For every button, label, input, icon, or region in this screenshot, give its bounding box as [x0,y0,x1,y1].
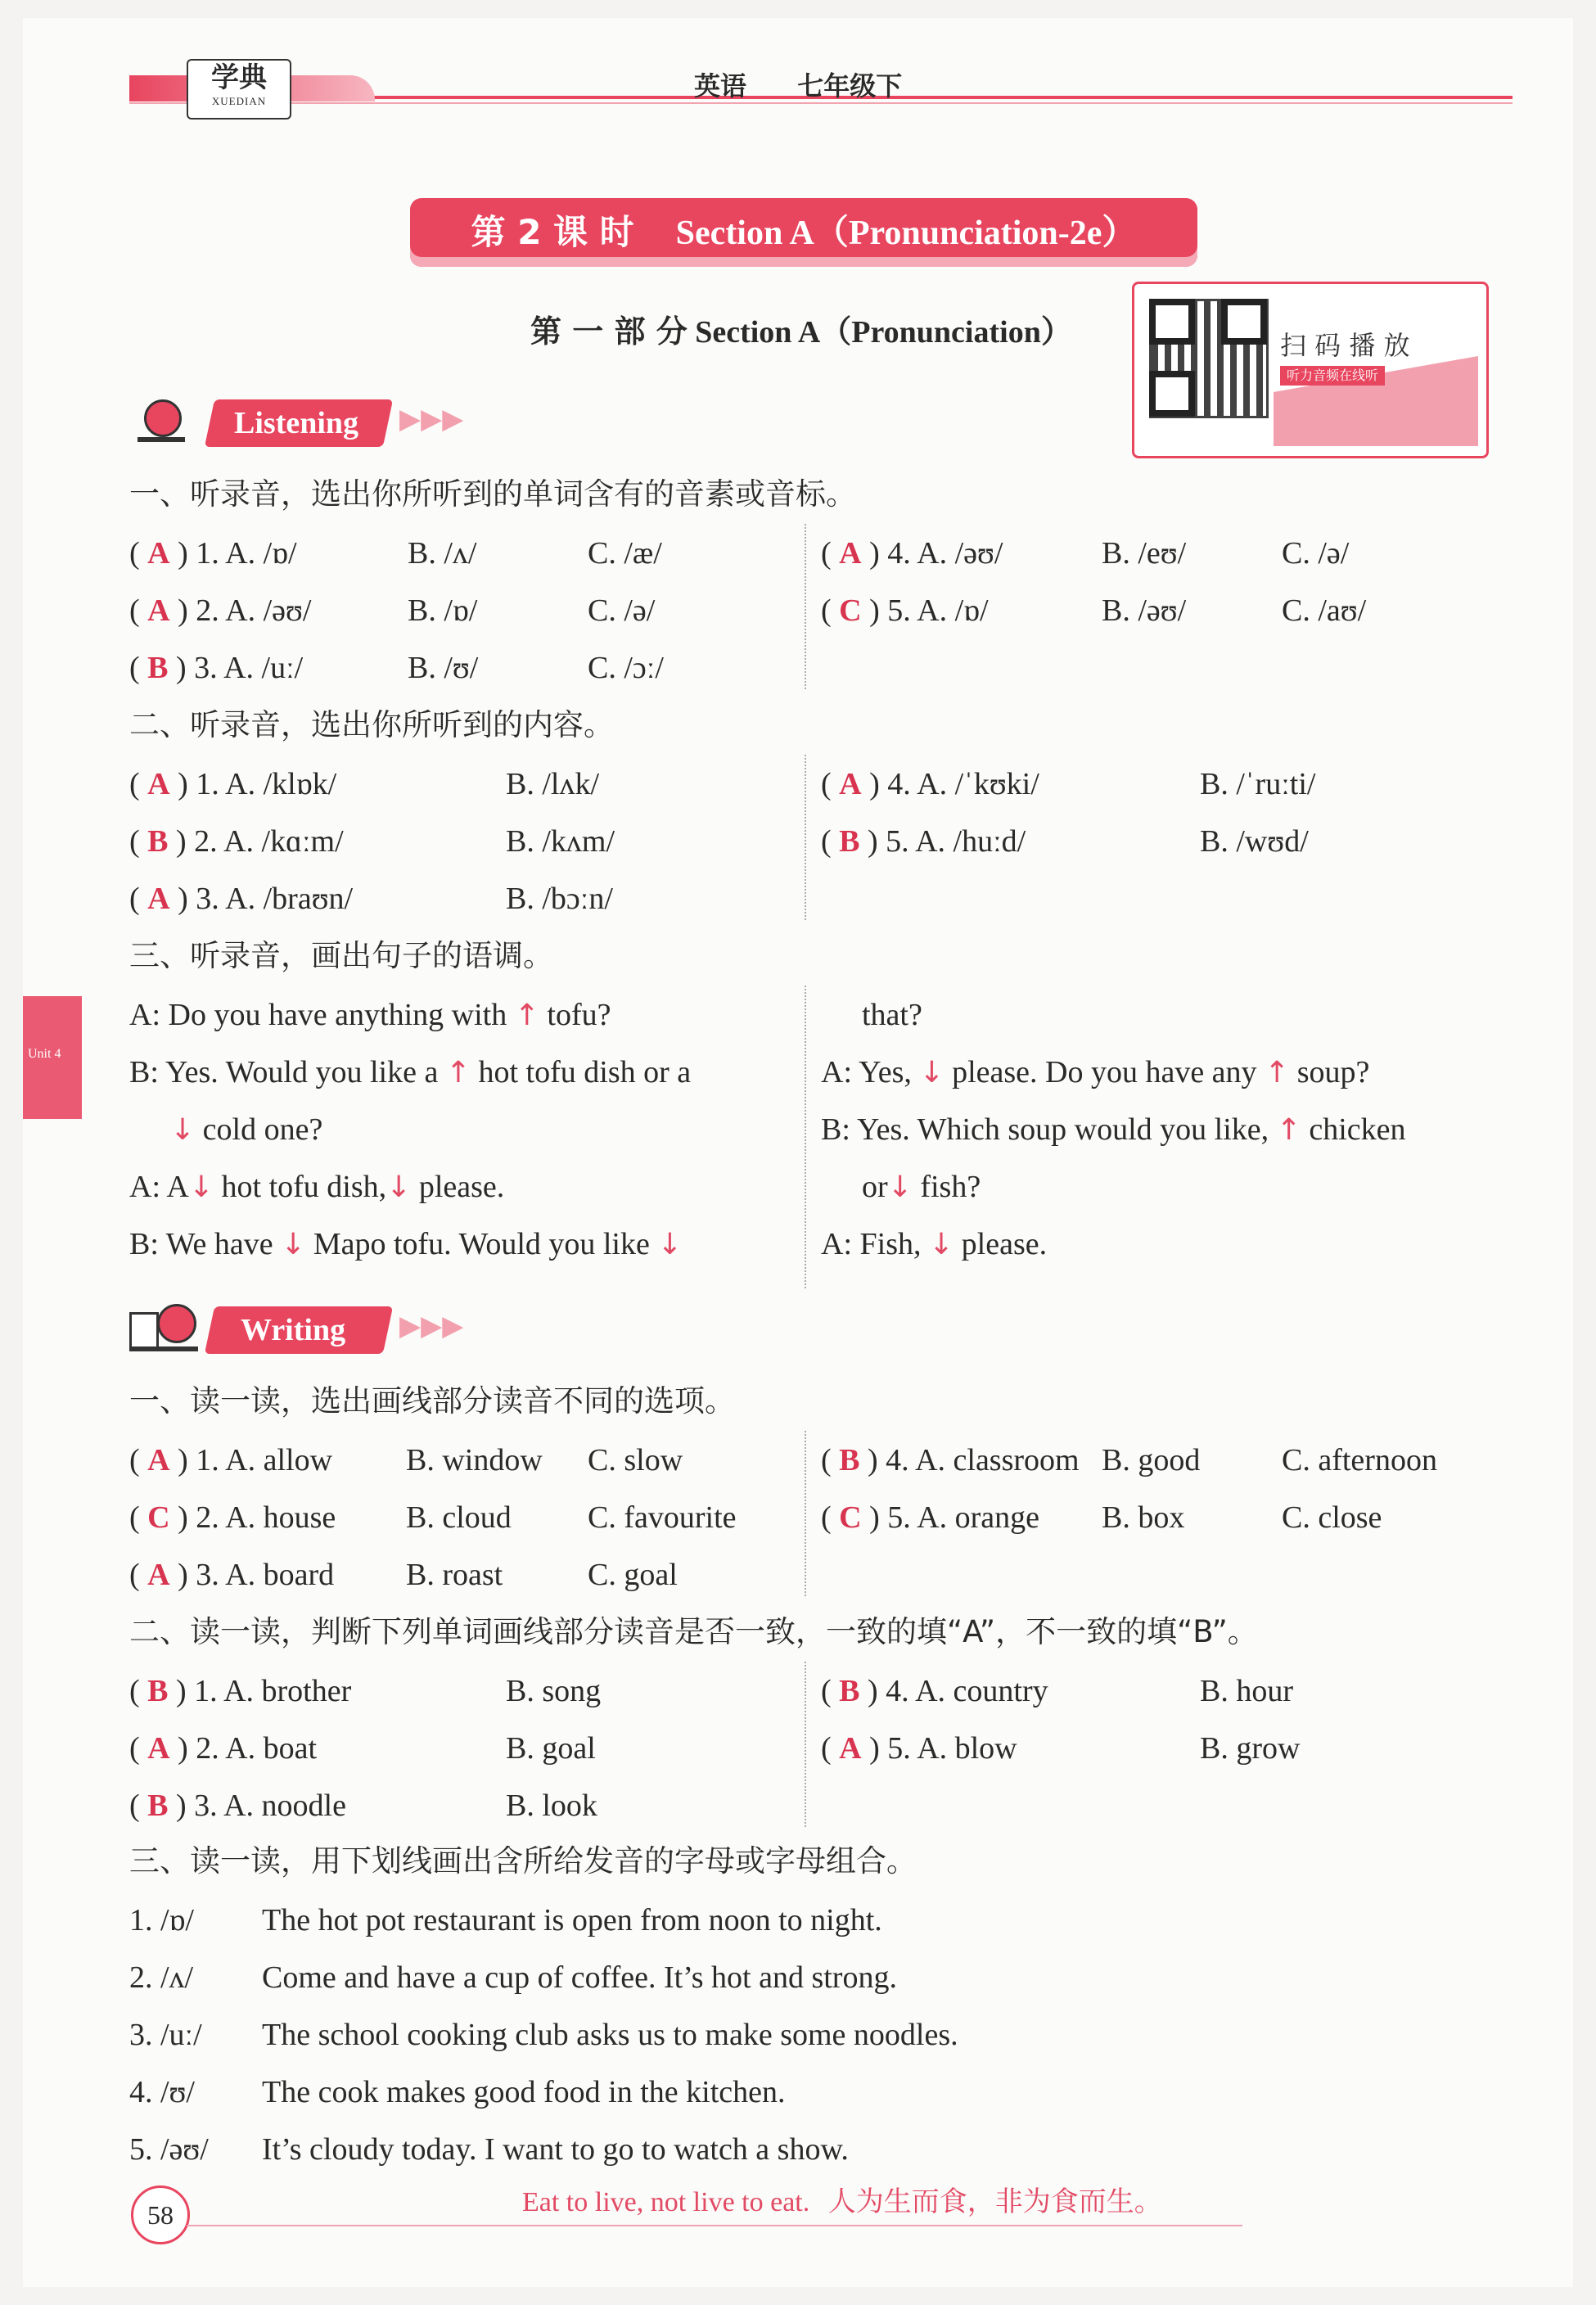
ls3-r2: A: Yes, ↓ please. Do you have any ↑ soup? [821,1055,1370,1089]
ls1-c3: C. /ɔː/ [588,651,664,685]
ws3-n4: 4. /ʊ/ [129,2075,195,2109]
ls1-b2: B. /ɒ/ [408,593,478,628]
ls2-row3: ( A ) 3. A. /braʊn/ [129,882,354,916]
ws1-c3: C. goal [588,1558,678,1592]
ws3-n3: 3. /uː/ [129,2018,202,2052]
ws1-ans-3: A [147,1558,170,1592]
subject-text: 英语 [694,70,747,101]
listening-s2-title: 二、听录音，选出你所听到的内容。 [129,707,614,742]
ls1-c1: C. /æ/ [588,536,662,571]
ls2-row2: ( B ) 2. A. /kɑːm/ [129,824,344,859]
ws1-row4: ( B ) 4. A. classroom [821,1443,1080,1477]
arrow-down-icon: ↓ [188,1171,214,1204]
qr-panel [1132,282,1489,458]
ws2-row1: ( B ) 1. A. brother [129,1674,352,1708]
ls1-ans-4: A [839,536,862,571]
arrow-up-icon: ↑ [514,999,539,1032]
lesson-title-banner [410,198,1197,267]
ls3-l5: B: We have ↓ Mapo tofu. Would you like ↓ [129,1227,683,1261]
ws2-b3: B. look [506,1789,597,1823]
ws2-row2: ( A ) 2. A. boat [129,1731,318,1766]
writing-icon [129,1299,198,1353]
ws3-s1: The hot pot restaurant is open from noon to night. [262,1903,882,1937]
ws3-s5: It’s cloudy today. I want to go to watch a show. [262,2132,849,2167]
writing-s1-title: 一、读一读，选出画线部分读音不同的选项。 [129,1383,735,1419]
listening-s3-title: 三、听录音，画出句子的语调。 [129,938,553,973]
ls1-row2: ( A ) 2. A. /əʊ/ [129,593,312,628]
ls2-ans-2: B [147,824,169,859]
ls1-c2: C. /ə/ [588,593,656,628]
ls3-l3: ↓ cold one? [170,1112,323,1147]
ls3-l1: A: Do you have anything with ↑ tofu? [129,998,611,1032]
ls2-b3: B. /bɔːn/ [506,882,613,916]
ls1-b1: B. /ʌ/ [408,536,477,571]
arrow-down-icon: ↓ [281,1228,306,1261]
ws2-b5: B. grow [1200,1731,1301,1766]
ws3-s2: Come and have a cup of coffee. It’s hot and strong. [262,1960,897,1995]
ls2-row4: ( A ) 4. A. /ˈkʊki/ [821,767,1039,801]
ws1-ans-4: B [839,1443,860,1477]
ws1-row5: ( C ) 5. A. orange [821,1500,1040,1535]
part-title [530,306,1072,351]
ws3-n5: 5. /əʊ/ [129,2132,209,2167]
ws2-row5: ( A ) 5. A. blow [821,1731,1017,1766]
ws2-ans-1: B [147,1674,169,1708]
footer-motto [522,2179,1162,2219]
logo-en: XUEDIAN [211,95,267,107]
grade-text: 七年级下 [797,70,903,101]
ws1-ans-2: C [147,1500,170,1535]
ws2-ans-3: B [147,1789,169,1823]
writing-s2-title: 二、读一读，判断下列单词画线部分读音是否一致，一致的填“A”，不一致的填“B”。 [129,1614,1258,1649]
ws1-b2: B. cloud [406,1500,512,1535]
ws2-ans-5: A [839,1731,862,1766]
ws2-b1: B. song [506,1674,602,1708]
divider [805,986,806,1288]
ws2-b2: B. goal [506,1731,596,1766]
ls1-c5: C. /aʊ/ [1282,593,1367,628]
ws1-ans-5: C [839,1500,862,1535]
logo-cn: 学典 [211,61,267,94]
ls2-ans-4: A [839,767,862,801]
ls1-ans-3: B [147,651,169,685]
ws1-row3: ( A ) 3. A. board [129,1558,335,1592]
ws3-n2: 2. /ʌ/ [129,1960,194,1995]
ls1-ans-2: A [147,593,170,628]
divider [805,1431,806,1596]
ls2-b5: B. /wʊd/ [1200,824,1309,859]
qr-label: 扫 码 播 放 [1280,330,1410,361]
ws1-ans-1: A [147,1443,170,1477]
ls1-c4: C. /ə/ [1282,536,1350,571]
ws1-row1: ( A ) 1. A. allow [129,1443,333,1477]
ls2-ans-5: B [839,824,860,859]
qr-sub: 听力音频在线听 [1280,366,1385,386]
arrow-up-icon: ↑ [445,1056,471,1089]
ws1-c1: C. slow [588,1443,683,1477]
ws1-b4: B. good [1102,1443,1201,1477]
logo [187,59,291,120]
workbook-page [23,18,1573,2287]
divider [805,524,806,689]
arrow-down-icon: ↓ [887,1171,913,1204]
writing-chevrons: ▶▶▶ [399,1310,464,1342]
ls1-b4: B. /eʊ/ [1102,536,1187,571]
page-number: 58 [147,2200,174,2230]
arrow-down-icon: ↓ [386,1171,412,1204]
ls1-b5: B. /əʊ/ [1102,593,1187,628]
ws1-b5: B. box [1102,1500,1185,1535]
part-title-en: Section A（Pronunciation） [695,315,1072,350]
motto-cn: 人为生而食，非为食而生。 [827,2185,1162,2218]
ws1-c5: C. close [1282,1500,1382,1535]
ls3-r1: that? [862,998,922,1032]
ls2-b2: B. /kʌm/ [506,824,615,859]
ws2-row3: ( B ) 3. A. noodle [129,1789,346,1823]
ls2-ans-1: A [147,767,170,801]
motto-en: Eat to live, not live to eat. [522,2187,810,2217]
ws1-b1: B. window [406,1443,543,1477]
ls3-r5: A: Fish, ↓ please. [821,1227,1048,1261]
ls2-ans-3: A [147,882,170,916]
arrow-up-icon: ↑ [1276,1113,1301,1147]
ls1-b3: B. /ʊ/ [408,651,479,685]
header-subject [694,65,902,103]
ls3-l4: A: A↓ hot tofu dish,↓ please. [129,1170,505,1204]
ls1-ans-5: C [839,593,862,628]
listening-icon [129,396,188,449]
ls3-r4: or↓ fish? [862,1170,981,1204]
ls1-ans-1: A [147,536,170,571]
divider [805,1662,806,1827]
divider [805,755,806,920]
listening-chevrons: ▶▶▶ [399,403,464,435]
ls1-row5: ( C ) 5. A. /ɒ/ [821,593,989,628]
footer-line [187,2225,1242,2226]
listening-s1-title: 一、听录音，选出你所听到的单词含有的音素或音标。 [129,476,856,512]
part-title-cn: 第 一 部 分 [530,313,688,350]
lesson-title-text: Section A（Pronunciation-2e） [675,214,1137,252]
writing-s3-title: 三、读一读，用下划线画出含所给发音的字母或字母组合。 [129,1843,917,1879]
arrow-up-icon: ↑ [1265,1056,1290,1089]
ls1-row4: ( A ) 4. A. /əʊ/ [821,536,1003,571]
ws3-n1: 1. /ɒ/ [129,1903,194,1937]
ws2-ans-4: B [839,1674,860,1708]
ws3-s3: The school cooking club asks us to make some noodles. [262,2018,958,2052]
ls2-b4: B. /ˈruːti/ [1200,767,1316,801]
ws2-ans-2: A [147,1731,170,1766]
ws2-row4: ( B ) 4. A. country [821,1674,1048,1708]
lesson-number: 第 2 课 时 [471,212,634,252]
ws2-b4: B. hour [1200,1674,1293,1708]
writing-label: Writing [241,1313,346,1347]
ls3-l2: B: Yes. Would you like a ↑ hot tofu dish or a [129,1055,692,1089]
ws1-row2: ( C ) 2. A. house [129,1500,336,1535]
ls1-row3: ( B ) 3. A. /uː/ [129,651,304,685]
listening-label: Listening [234,406,359,440]
ls2-row1: ( A ) 1. A. /klɒk/ [129,767,337,801]
ws1-c4: C. afternoon [1282,1443,1437,1477]
ls3-r3: B: Yes. Which soup would you like, ↑ chicken [821,1112,1406,1147]
arrow-down-icon: ↓ [928,1228,954,1261]
unit-side-tab [23,996,82,1119]
unit-tab-label: Unit 4 [28,1047,61,1061]
ls2-row5: ( B ) 5. A. /huːd/ [821,824,1026,859]
arrow-down-icon: ↓ [657,1228,683,1261]
ws3-s4: The cook makes good food in the kitchen. [262,2075,786,2109]
arrow-down-icon: ↓ [919,1056,945,1089]
page-number-circle [131,2185,190,2244]
ws1-b3: B. roast [406,1558,503,1592]
ws1-c2: C. favourite [588,1500,737,1535]
ls1-row1: ( A ) 1. A. /ɒ/ [129,536,297,571]
arrow-down-icon: ↓ [170,1113,196,1147]
ls2-b1: B. /lʌk/ [506,767,600,801]
